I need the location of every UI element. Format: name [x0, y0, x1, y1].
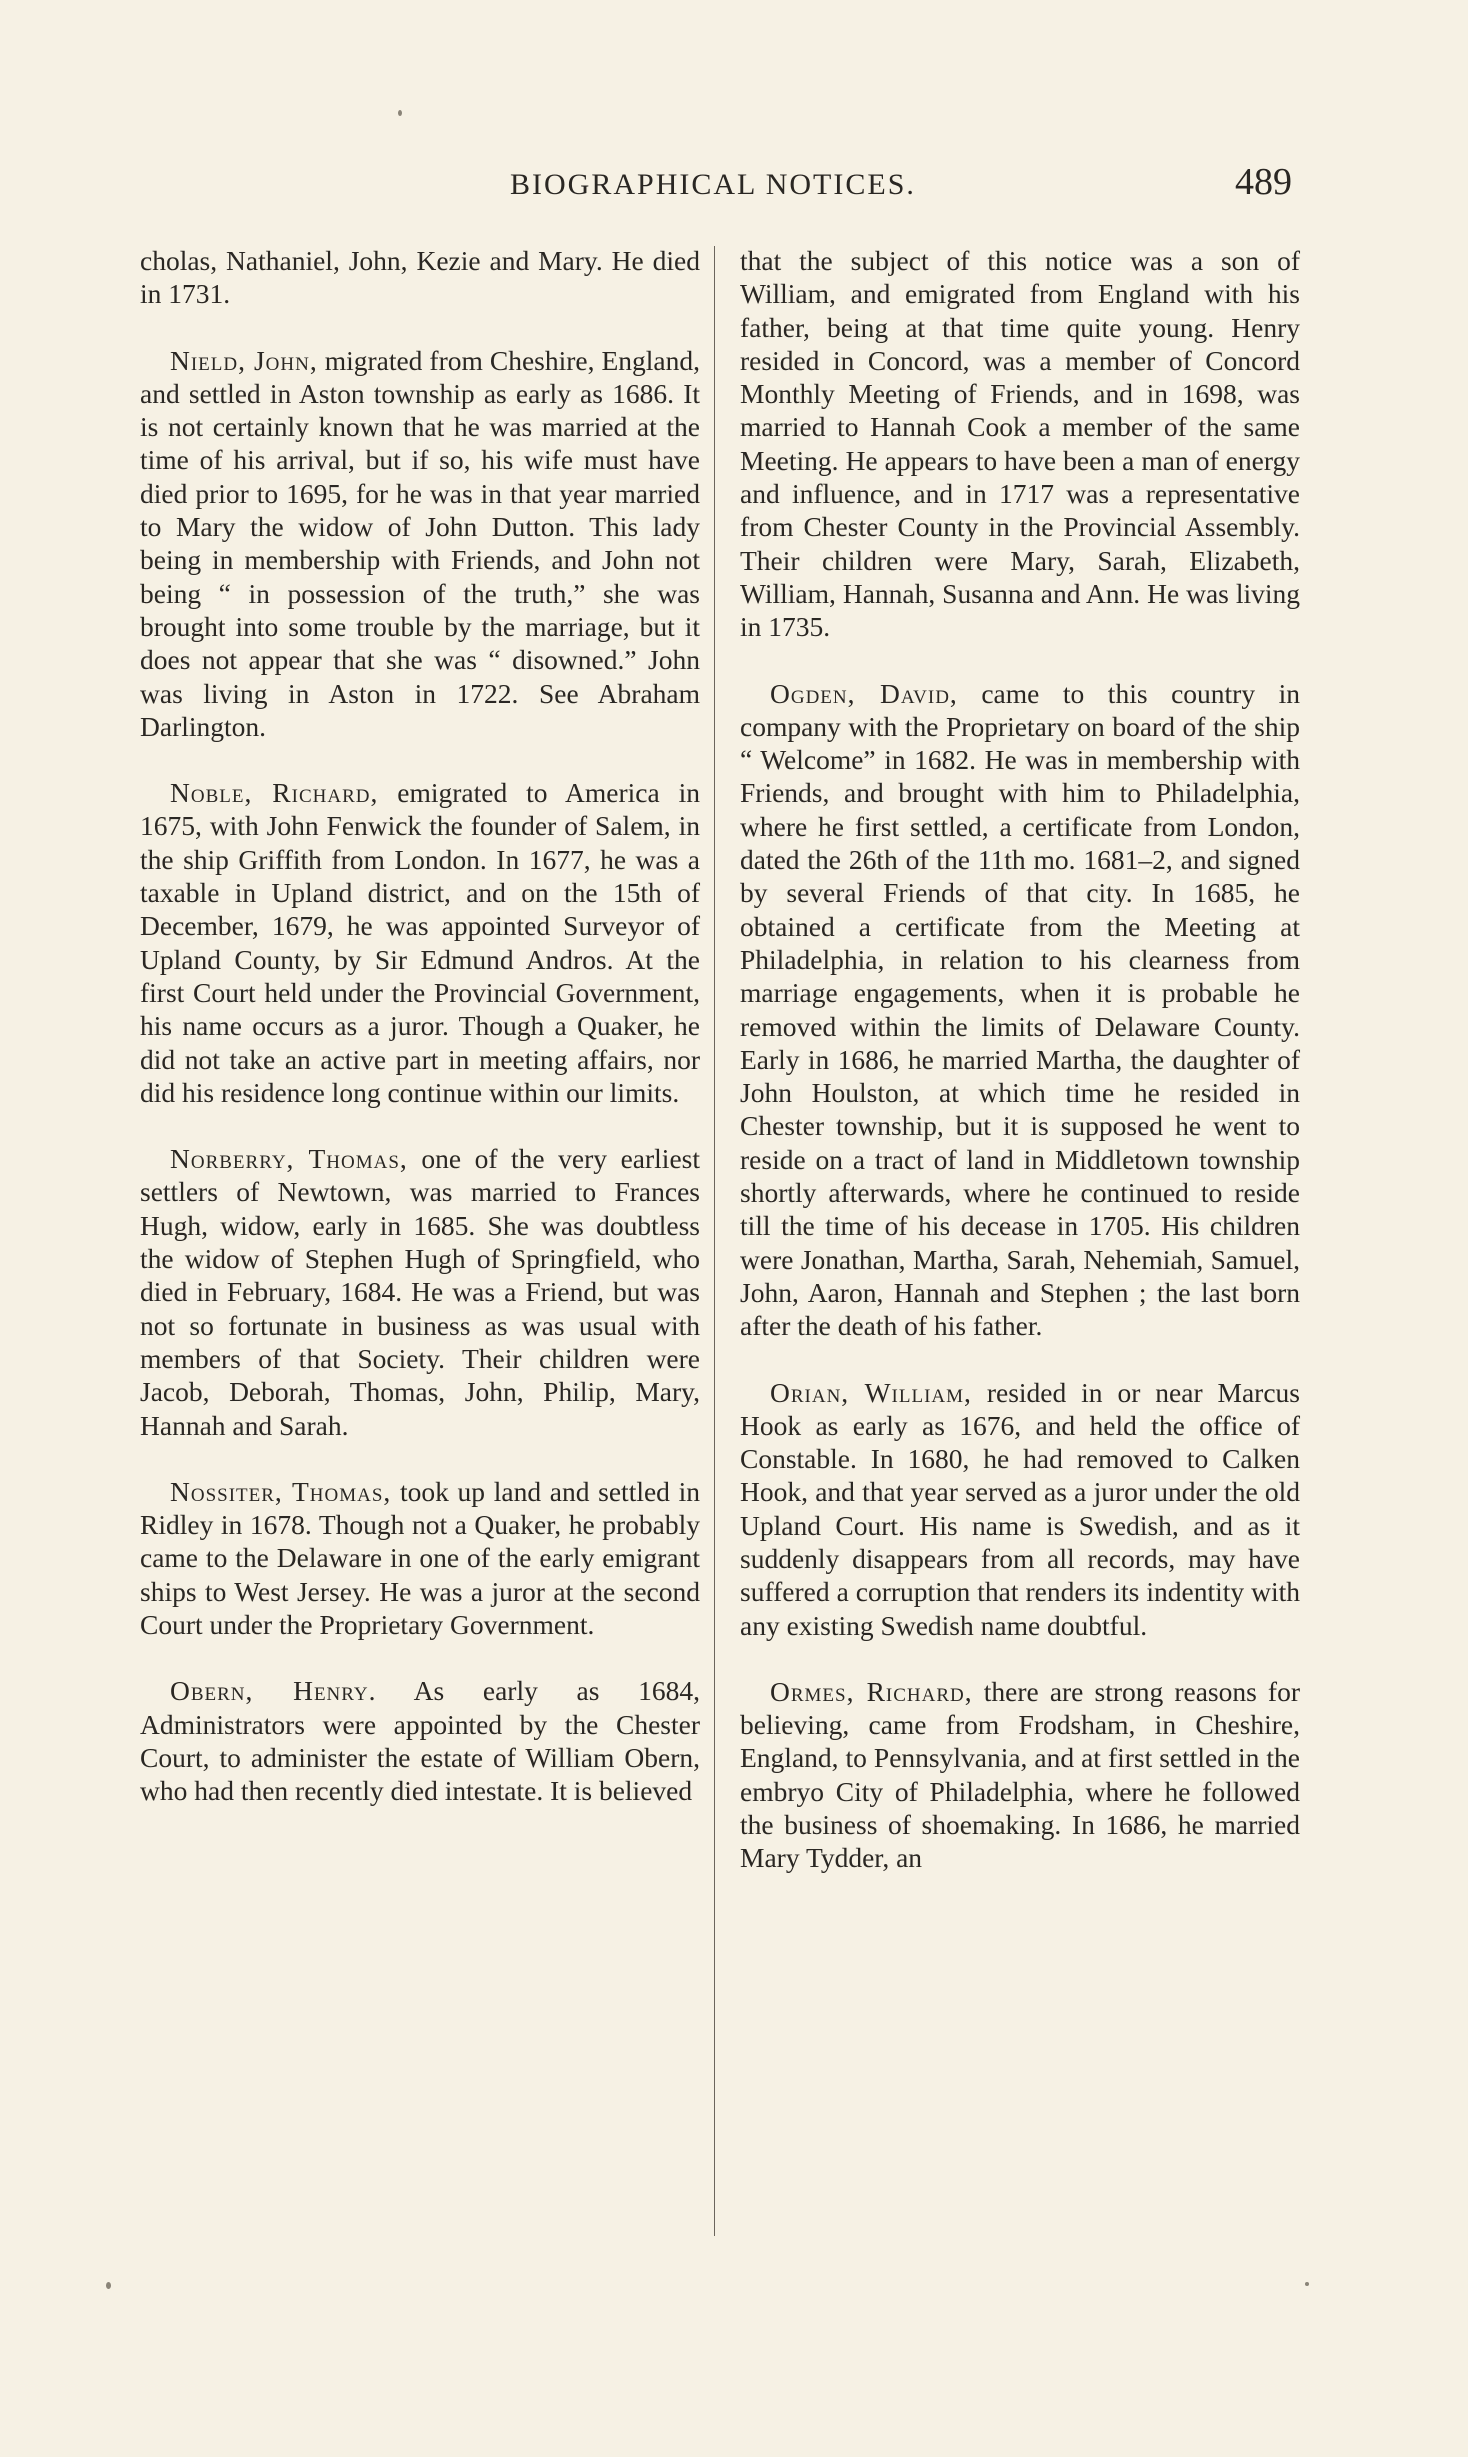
right-column: [740, 244, 1300, 1908]
entry-body: As early as 1684, Administrators were appointed by the Chester Court, to administer the estate of William Obern, who had then recently died intestate. It is believed: [140, 1675, 700, 1807]
page-header: [138, 161, 1292, 204]
column-divider: [714, 246, 715, 2236]
entry-norberry: [140, 1142, 700, 1442]
paper-speck: [398, 110, 402, 116]
running-title: BIOGRAPHICAL NOTICES.: [510, 168, 916, 201]
entry-body: took up land and settled in Ridley in 1678. Though not a Quaker, he probably came to the Delaware in one of the early emigrant ships to West Jersey. He was a juror at the second Court under the Proprietary Government.: [140, 1475, 700, 1640]
entry-nossiter: [140, 1475, 700, 1641]
entry-ogden: [740, 677, 1300, 1343]
entry-name: Noble, Richard,: [170, 777, 379, 809]
entry-name: Nield, John,: [170, 344, 318, 376]
entry-name: Ormes, Richard,: [770, 1675, 973, 1707]
entry-body: that the subject of this notice was a son of William, and emigrated from England with his father, being at that time quite young. Henry resided in Concord, was a member of Concord Monthly Meeting of Friends, and in 1698, was married to Hannah Cook a member of the same Meeting. He appears to have been a man of energy and influence, and in 1717 was a representative from Chester County in the Provincial Assembly. Their children were Mary, Sarah, Elizabeth, William, Hannah, Susanna and Ann. He was living in 1735.: [740, 245, 1300, 643]
entry-name: Ogden, David,: [770, 677, 958, 709]
entry-body: there are strong reasons for believing, came from Frodsham, in Cheshire, England, to Pennsylvania, and at first settled in the embryo City of Philadelphia, where he followed the business of shoemaking. In 1686, he married Mary Tydder, an: [740, 1675, 1300, 1874]
entry-name: Obern, Henry.: [170, 1675, 377, 1707]
entry-obern: [140, 1674, 700, 1807]
entry-noble: [140, 776, 700, 1109]
entry-name: Nossiter, Thomas,: [170, 1475, 392, 1507]
entry-nield: [140, 344, 700, 744]
entry-ormes: [740, 1675, 1300, 1875]
entry-name: Norberry, Thomas,: [170, 1143, 408, 1175]
entry-body: came to this country in company with the Proprietary on board of the ship “ Welcome” in 1682. He was in membership with Friends, and brought with him to Philadelphia, where he first settled, a certificate from London, dated the 26th of the 11th mo. 1681–2, and signed by several Friends of that city. In 1685, he obtained a certificate from the Meeting at Philadelphia, in relation to his clearness from marriage engagements, when it is probable he removed within the limits of Delaware County. Early in 1686, he married Martha, the daughter of John Houlston, at which time he resided in Chester township, but it is supposed he went to reside on a tract of land in Middletown township shortly afterwards, where he continued to reside till the time of his decease in 1705. His children were Jonathan, Martha, Sarah, Nehemiah, Samuel, John, Aaron, Hannah and Stephen ; the last born after the death of his father.: [740, 677, 1300, 1342]
entry-body: resided in or near Marcus Hook as early as 1676, and held the office of Constable. In 1680, he had removed to Calken Hook, and that year served as a juror under the old Upland Court. His name is Swedish, and as it suddenly disappears from all records, may have suffered a corruption that renders its indentity with any existing Swedish name doubtful.: [740, 1376, 1300, 1641]
entry-body: cholas, Nathaniel, John, Kezie and Mary. He died in 1731.: [140, 245, 700, 310]
entry-continuation: [140, 244, 700, 311]
entry-body: one of the very earliest settlers of Newtown, was married to Frances Hugh, widow, early in 1685. She was doubtless the widow of Stephen Hugh of Springfield, who died in February, 1684. He was a Friend, but was not so fortunate in business as was usual with members of that Society. Their children were Jacob, Deborah, Thomas, John, Philip, Mary, Hannah and Sarah.: [140, 1143, 700, 1441]
entry-body: emigrated to America in 1675, with John Fenwick the founder of Salem, in the ship Griffith from London. In 1677, he was a taxable in Upland district, and on the 15th of December, 1679, he was appointed Surveyor of Upland County, by Sir Edmund Andros. At the first Court held under the Provincial Government, his name occurs as a juror. Though a Quaker, he did not take an active part in meeting affairs, nor did his residence long continue within our limits.: [140, 777, 700, 1108]
page-number: 489: [1235, 161, 1292, 203]
entry-continuation: [740, 244, 1300, 644]
left-column: [140, 244, 700, 1840]
entry-body: migrated from Cheshire, England, and settled in Aston township as early as 1686. It is not certainly known that he was married at the time of his arrival, but if so, his wife must have died prior to 1695, for he was in that year married to Mary the widow of John Dutton. This lady being in membership with Friends, and John not being “ in possession of the truth,” she was brought into some trouble by the marriage, but it does not appear that she was “ disowned.” John was living in Aston in 1722. See Abraham Darlington.: [140, 344, 700, 742]
paper-speck: [106, 2282, 111, 2289]
entry-name: Orian, William,: [770, 1376, 972, 1408]
paper-speck: [1305, 2282, 1309, 2286]
entry-orian: [740, 1376, 1300, 1642]
